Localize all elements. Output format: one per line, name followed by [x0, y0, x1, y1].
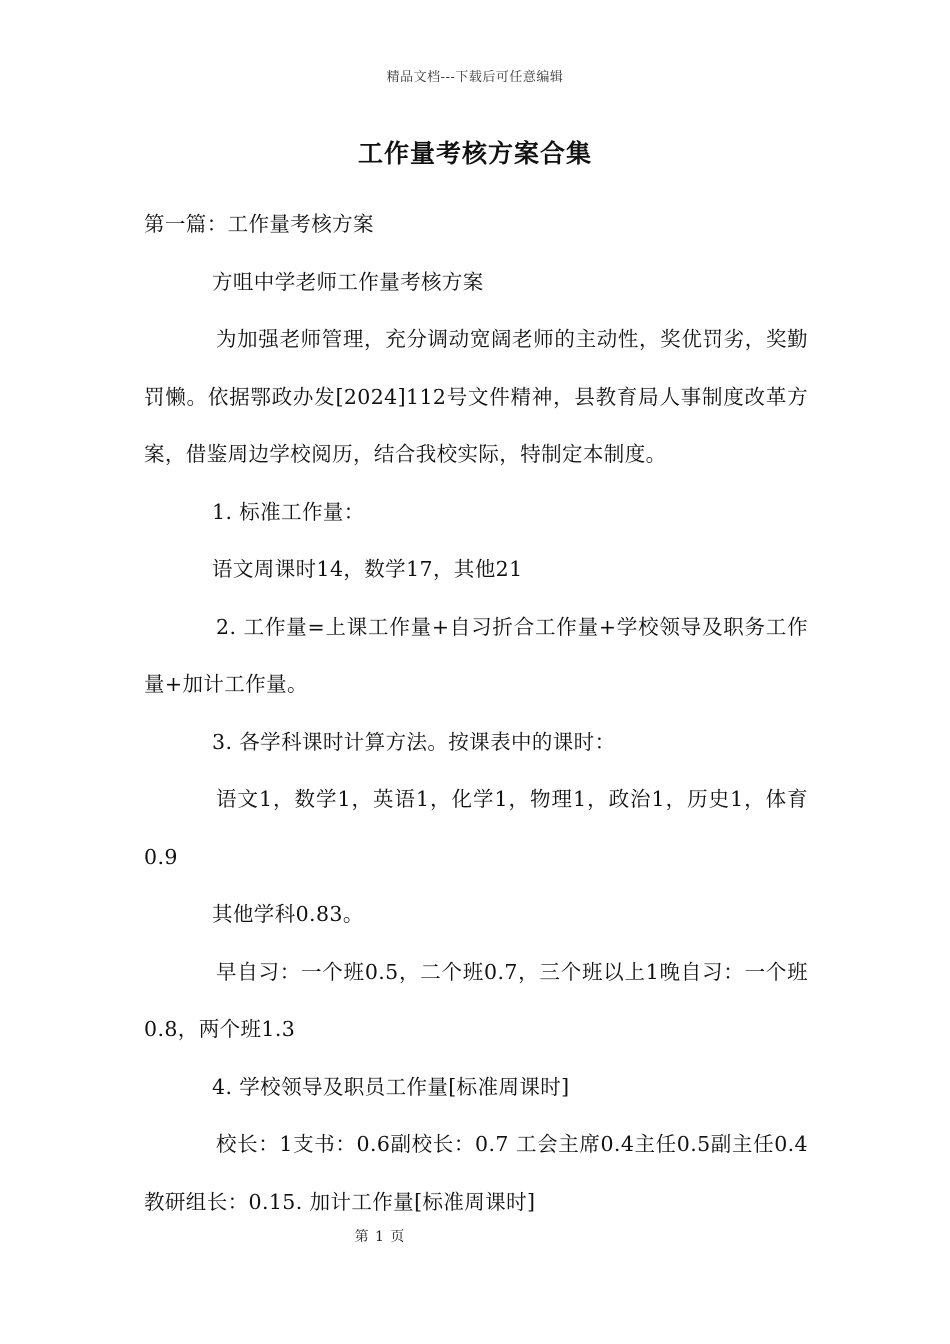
intro-paragraph: 为加强老师管理，充分调动宽阔老师的主动性，奖优罚劣，奖勤罚懒。依据鄂政办发[2024]112号文件精神，县教育局人事制度改革方案，借鉴周边学校阅历，结合我校实际，特制定本制度。	[144, 327, 808, 466]
header-note: 精品文档---下载后可任意编辑	[386, 70, 564, 85]
list-item-calculation-method: 3. 各学科课时计算方法。按课表中的课时：	[212, 729, 616, 754]
list-item-workload-formula: 2. 工作量=上课工作量+自习折合工作量+学校领导及职务工作量+加计工作量。	[144, 614, 808, 696]
document-title: 工作量考核方案合集	[357, 139, 592, 168]
page-number: 第 1 页	[354, 1229, 406, 1245]
subtitle-paragraph: 方咀中学老师工作量考核方案	[212, 269, 484, 294]
document-body	[144, 196, 808, 1231]
paragraph-self-study: 早自习：一个班0.5，二个班0.7，三个班以上1晚自习：一个班0.8，两个班1.3	[144, 959, 808, 1041]
list-item-leadership-workload: 4. 学校领导及职员工作量[标准周课时]	[212, 1074, 570, 1099]
paragraph-leadership-values: 校长：1支书：0.6副校长：0.7 工会主席0.4主任0.5副主任0.4教研组长：0.15. 加计工作量[标准周课时]	[144, 1132, 808, 1214]
section-heading: 第一篇：工作量考核方案	[144, 212, 374, 236]
paragraph-subject-weights: 语文1，数学1，英语1，化学1，物理1，政治1，历史1，体育0.9	[144, 787, 808, 869]
paragraph-weekly-hours: 语文周课时14，数学17，其他21	[212, 557, 523, 581]
paragraph-other-subjects: 其他学科0.83。	[212, 902, 364, 926]
list-item-standard-workload: 1. 标准工作量：	[212, 499, 365, 524]
